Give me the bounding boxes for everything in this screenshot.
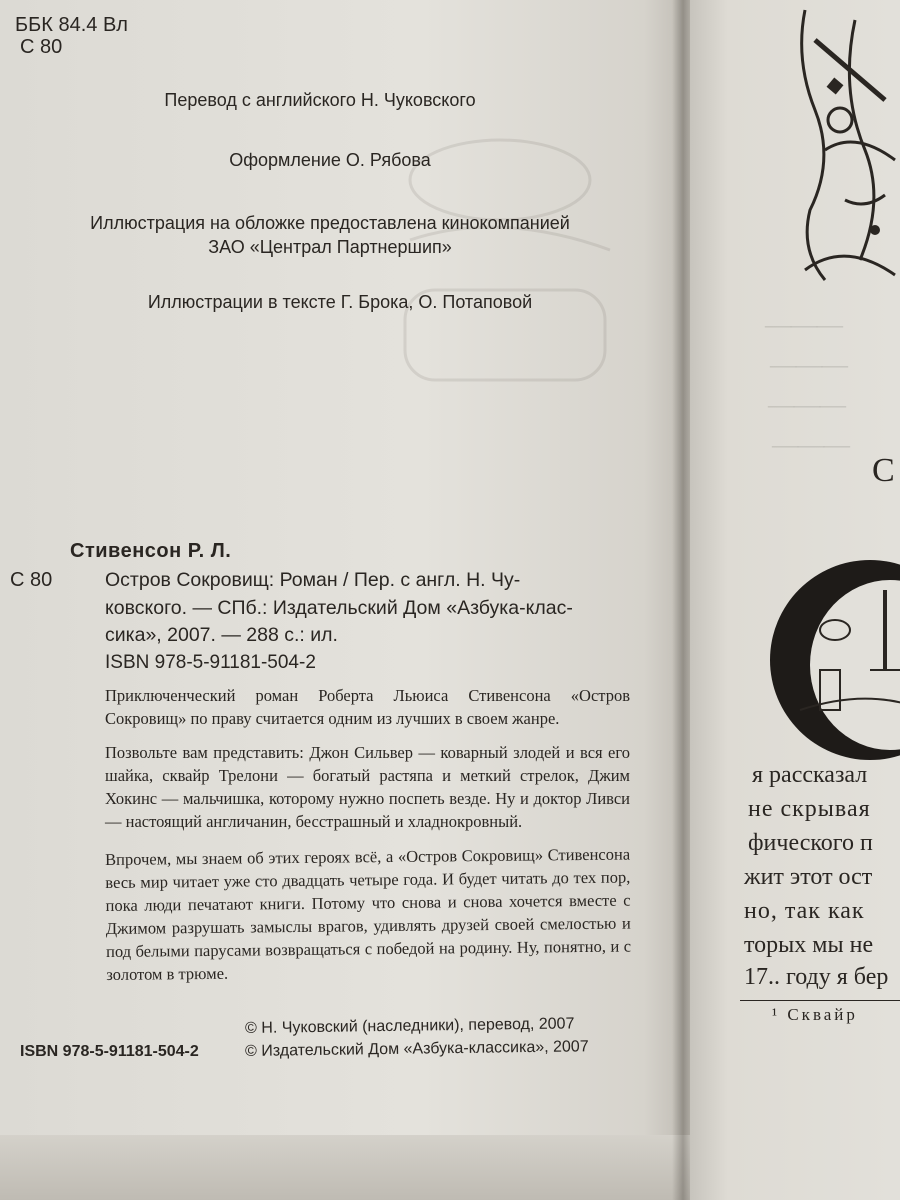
bbk-index: ББК 84.4 Вл	[15, 14, 128, 36]
body-line-7: 17.. году я бер	[744, 964, 889, 990]
abstract-text-3: Впрочем, мы знаем об этих героях всё, а «Остров Сокровищ» Стивенсона весь мир читает уже сто двадцать четыре года. И будет читать до тех пор, пока люди печатают книги. Потому что снова и снова хочется вместе с Джимом разрушать замыслы врагов, удивлять друзей своей смелостью и под белыми парусами возвращаться с победой на родину. Ну, понятно, и с золотом в трюме.	[105, 844, 632, 984]
cover-illustration-credit: Иллюстрация на обложке предоставлена кинокомпанией	[90, 213, 570, 233]
body-line-5: но, так как	[744, 898, 865, 924]
scroll-sword-illustration	[785, 0, 900, 300]
body-line-1: я рассказал	[752, 762, 868, 788]
page-bottom-edge	[0, 1135, 700, 1200]
biblio-line-1: Остров Сокровищ: Роман / Пер. с англ. Н. Чу-	[105, 569, 521, 591]
footnote: ¹ Сквайр	[772, 1005, 858, 1024]
author-mark: С 80	[20, 36, 63, 58]
drop-cap-illustration	[760, 560, 900, 770]
biblio-line-3: сика», 2007. — 288 с.: ил.	[105, 624, 338, 646]
body-line-2: не скрывая	[748, 796, 871, 822]
author-mark-repeat: С 80	[10, 569, 53, 591]
body-line-4: жит этот ост	[744, 864, 873, 890]
abstract-text-1: Приключенческий роман Роберта Льюиса Стивенсона «Остров Сокровищ» по праву считается одним из лучших в своем жанре.	[105, 686, 630, 728]
abstract-text-2: Позвольте вам представить: Джон Сильвер — коварный злодей и вся его шайка, сквайр Трелони — богатый растяпа и меткий стрелок, Джим Хокинс — мальчишка, которому нужно поспеть везде. Ну и доктор Ливси — настоящий англичанин, бесстрашный и хладнокровный.	[105, 743, 630, 831]
right-page: ——— ——— ——— ——— С я рассказал не скрывая фического п жит этот ост но, так как торых мы не 17.. году я бер ¹ Сквайр	[690, 0, 900, 1200]
abstract-paragraph-2	[105, 741, 630, 833]
abstract-paragraph-1	[105, 684, 630, 730]
isbn-bottom: ISBN 978-5-91181-504-2	[20, 1043, 199, 1060]
abstract-paragraph-3	[105, 843, 631, 986]
body-line-6: торых мы не	[744, 932, 874, 958]
body-line-3: фического п	[748, 830, 873, 856]
translator-credit: Перевод с английского Н. Чуковского	[164, 90, 476, 110]
copyright-translation: © Н. Чуковский (наследники), перевод, 2007	[245, 1015, 575, 1037]
footnote-rule	[740, 1000, 900, 1001]
copyright-publisher: © Издательский Дом «Азбука-классика», 2007	[245, 1038, 589, 1060]
cover-illustration-company: ЗАО «Централ Партнершип»	[208, 237, 452, 257]
design-credit: Оформление О. Рябова	[229, 150, 431, 170]
biblio-line-2: ковского. — СПб.: Издательский Дом «Азбука-клас-	[105, 597, 573, 619]
isbn: ISBN 978-5-91181-504-2	[105, 652, 316, 673]
chapter-title-fragment: С	[872, 452, 895, 489]
text-illustration-credit: Иллюстрации в тексте Г. Брока, О. Потаповой	[147, 292, 533, 312]
author-heading: Стивенсон Р. Л.	[70, 540, 232, 562]
